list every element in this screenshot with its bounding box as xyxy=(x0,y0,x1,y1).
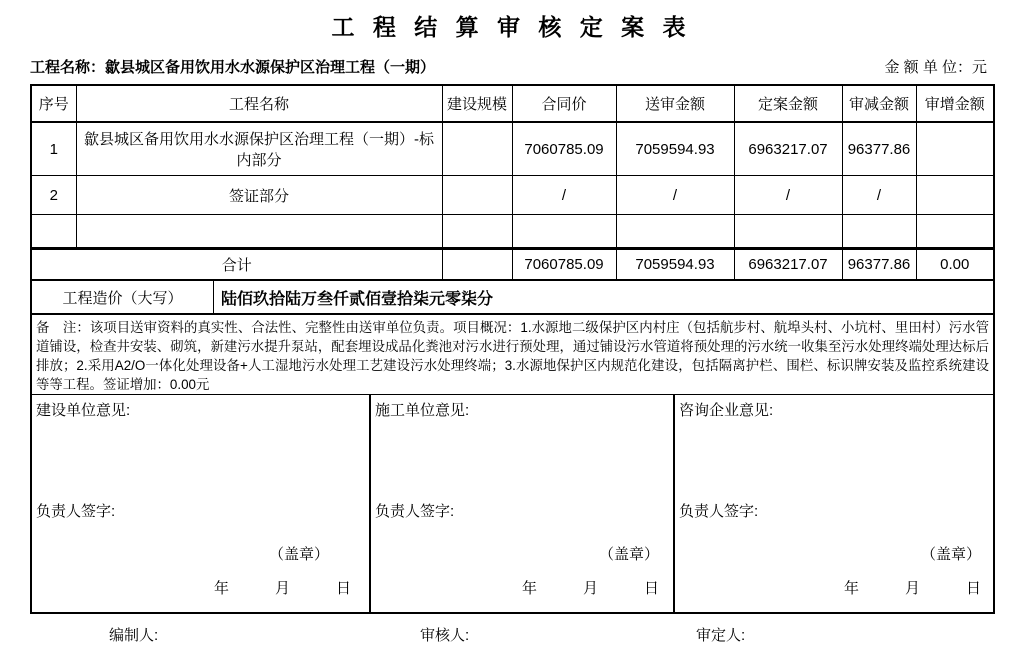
meta-row xyxy=(30,59,993,77)
col-header-seq: 序号 xyxy=(31,85,76,122)
cell-seq: 2 xyxy=(31,176,76,215)
seal-label: （盖章） xyxy=(920,546,981,563)
opinion-heading: 建设单位意见: xyxy=(36,402,131,419)
signature-label: 负责人签字: xyxy=(375,503,455,520)
total-contract-price: 7060785.09 xyxy=(512,249,616,281)
col-header-finalized-amount: 定案金额 xyxy=(734,85,842,122)
project-name-label: 工程名称：歙县城区备用饮用水水源保护区治理工程（一期） xyxy=(30,59,436,76)
cell-increased-amount xyxy=(916,215,994,249)
cell-finalized-amount xyxy=(734,215,842,249)
date-labels xyxy=(844,577,981,598)
cell-increased-amount xyxy=(916,122,994,176)
cell-contract-price xyxy=(512,215,616,249)
day-label: 日 xyxy=(335,580,351,597)
signature-label: 负责人签字: xyxy=(679,503,759,520)
table-row-empty xyxy=(31,215,994,249)
cell-submitted-amount: / xyxy=(616,176,734,215)
settlement-table xyxy=(30,84,995,614)
opinion-heading: 施工单位意见: xyxy=(375,402,470,419)
document xyxy=(30,12,993,648)
total-row xyxy=(31,249,994,281)
cell-project-name xyxy=(76,215,442,249)
col-header-scale: 建设规模 xyxy=(442,85,512,122)
total-submitted-amount: 7059594.93 xyxy=(616,249,734,281)
cell-contract-price: 7060785.09 xyxy=(512,122,616,176)
col-header-reduced-amount: 审减金额 xyxy=(842,85,916,122)
year-label: 年 xyxy=(843,580,859,597)
opinion-box-consulting-enterprise xyxy=(673,395,994,612)
seal-label: （盖章） xyxy=(268,546,329,563)
cell-finalized-amount: 6963217.07 xyxy=(734,122,842,176)
total-finalized-amount: 6963217.07 xyxy=(734,249,842,281)
opinion-box-construction-unit xyxy=(32,395,369,612)
col-header-contract-price: 合同价 xyxy=(512,85,616,122)
table-row xyxy=(31,176,994,215)
cell-contract-price: / xyxy=(512,176,616,215)
month-label: 月 xyxy=(904,580,920,597)
page-title: 工 程 结 算 审 核 定 案 表 xyxy=(331,14,692,40)
cell-scale xyxy=(442,122,512,176)
cell-reduced-amount: / xyxy=(842,176,916,215)
signature-label: 负责人签字: xyxy=(36,503,116,520)
remarks-text: 备 注：该项目送审资料的真实性、合法性、完整性由送审单位负责。项目概况：1.水源地二级保护区内村庄（包括航步村、航埠头村、小坑村、里田村）污水管道铺设，检查井安装、砌筑，新建污水提升泵站，配套埋设成品化粪池对污水进行预处理，通过铺设污水管道将预处理的污水统一收集至污水处理终端处理达标后排放；2.采用A2/O一体化处理设备+人工湿地污水处理工艺建设污水处理终端；3.水源地保护区内规范化建设，包括隔离护栏、围栏、标识牌安装及监控系统建设等等工程。签证增加：0.00元 xyxy=(36,320,989,392)
cell-project-name: 歙县城区备用饮用水水源保护区治理工程（一期）-标内部分 xyxy=(76,122,442,176)
amount-unit-label: 金 额 单 位：元 xyxy=(884,59,987,76)
cost-in-words-row xyxy=(31,280,994,314)
total-scale xyxy=(442,249,512,281)
day-label: 日 xyxy=(643,580,659,597)
cell-finalized-amount: / xyxy=(734,176,842,215)
date-labels xyxy=(522,577,659,598)
total-reduced-amount: 96377.86 xyxy=(842,249,916,281)
table-header-row xyxy=(31,85,994,122)
cell-reduced-amount: 96377.86 xyxy=(842,122,916,176)
day-label: 日 xyxy=(965,580,981,597)
seal-label: （盖章） xyxy=(598,546,659,563)
opinion-heading: 咨询企业意见: xyxy=(679,402,774,419)
remarks-row xyxy=(31,314,994,395)
cell-scale xyxy=(442,176,512,215)
month-label: 月 xyxy=(582,580,598,597)
opinions-row xyxy=(31,395,994,614)
total-increased-amount: 0.00 xyxy=(916,249,994,281)
maker-label: 编制人: xyxy=(109,627,159,644)
checker-label: 审核人: xyxy=(420,627,470,644)
cell-seq xyxy=(31,215,76,249)
approver-label: 审定人: xyxy=(696,627,746,644)
col-header-submitted-amount: 送审金额 xyxy=(616,85,734,122)
cell-seq: 1 xyxy=(31,122,76,176)
cost-in-words-value: 陆佰玖拾陆万叁仟贰佰壹拾柒元零柒分 xyxy=(221,290,494,308)
col-header-project-name: 工程名称 xyxy=(76,85,442,122)
opinion-box-contractor-unit xyxy=(369,395,673,612)
total-label: 合计 xyxy=(31,249,442,281)
year-label: 年 xyxy=(521,580,537,597)
month-label: 月 xyxy=(274,580,290,597)
footer-row xyxy=(30,614,993,648)
col-header-increased-amount: 审增金额 xyxy=(916,85,994,122)
cell-reduced-amount xyxy=(842,215,916,249)
year-label: 年 xyxy=(213,580,229,597)
date-labels xyxy=(214,577,351,598)
cost-in-words-label: 工程造价（大写） xyxy=(32,281,214,313)
cell-submitted-amount: 7059594.93 xyxy=(616,122,734,176)
cell-scale xyxy=(442,215,512,249)
cell-submitted-amount xyxy=(616,215,734,249)
cell-project-name: 签证部分 xyxy=(76,176,442,215)
cell-increased-amount xyxy=(916,176,994,215)
table-row xyxy=(31,122,994,176)
